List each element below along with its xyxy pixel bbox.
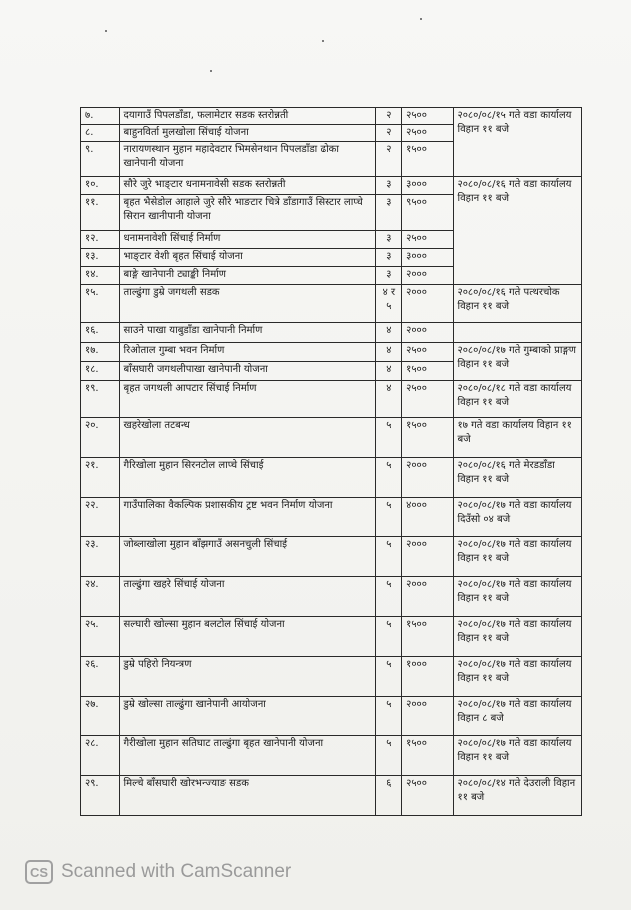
serial-number: १६. [81, 323, 120, 343]
ward-number: ५ [376, 617, 402, 657]
serial-number: २१. [81, 458, 120, 498]
ward-number: ४ [376, 362, 402, 381]
serial-number: ११. [81, 195, 120, 231]
ward-number: ५ [376, 498, 402, 537]
budget-amount: २५०० [402, 343, 453, 362]
table-row [81, 776, 582, 816]
table-row [81, 577, 582, 617]
meeting-schedule: २०८०/०८/१७ गते वडा कार्यालय विहान ८ बजे [453, 697, 581, 736]
project-name: बृहत जगथली आपटार सिंचाई निर्माण [119, 381, 376, 418]
meeting-schedule: २०८०/०८/१७ गते वडा कार्यालय विहान ११ बजे [453, 657, 581, 697]
table-row [81, 617, 582, 657]
project-name: ताल्ढुंगा डुम्रे जगथली सडक [119, 285, 376, 323]
meeting-schedule: २०८०/०८/१६ गते पत्थरचोक विहान ११ बजे [453, 285, 581, 323]
meeting-schedule: २०८०/०८/१७ गते वडा कार्यालय विहान ११ बजे [453, 736, 581, 776]
project-name: धनामनावेशी सिंचाई निर्माण [119, 231, 376, 249]
meeting-schedule: २०८०/०८/१४ गते देउराली विहान ११ बजे [453, 776, 581, 816]
scan-speck [420, 18, 422, 20]
ward-number: ३ [376, 195, 402, 231]
project-name: डुम्रे खोल्सा ताल्ढुंगा खानेपानी आयोजना [119, 697, 376, 736]
serial-number: १८. [81, 362, 120, 381]
budget-amount: २५०० [402, 381, 453, 418]
budget-amount: २००० [402, 537, 453, 577]
ward-number: ३ [376, 177, 402, 195]
budget-amount: ३००० [402, 177, 453, 195]
ward-number: ३ [376, 267, 402, 285]
project-name: खहरेखोला तटबन्ध [119, 418, 376, 458]
serial-number: ७. [81, 108, 120, 125]
ward-number: ५ [376, 537, 402, 577]
ward-number: ५ [376, 736, 402, 776]
serial-number: २४. [81, 577, 120, 617]
serial-number: २०. [81, 418, 120, 458]
serial-number: २२. [81, 498, 120, 537]
camscanner-watermark [25, 860, 291, 884]
project-name: जोब्लाखोला मुहान बाँझगाउँ असनचुली सिंचाई [119, 537, 376, 577]
table-row [81, 657, 582, 697]
scan-speck [322, 40, 324, 42]
serial-number: २७. [81, 697, 120, 736]
budget-amount: २००० [402, 577, 453, 617]
project-name: बाङ्गे खानेपानी ट्याङ्की निर्माण [119, 267, 376, 285]
ward-number: ३ [376, 231, 402, 249]
budget-amount: १५०० [402, 736, 453, 776]
meeting-schedule: २०८०/०८/१६ गते वडा कार्यालय विहान ११ बजे [453, 177, 581, 285]
project-schedule-table [80, 107, 582, 816]
meeting-schedule-empty [453, 323, 581, 343]
budget-amount: ९५०० [402, 195, 453, 231]
project-name: बाँसघारी जगथलीपाखा खानेपानी योजना [119, 362, 376, 381]
serial-number: १७. [81, 343, 120, 362]
project-name: सौरे जुरे भाङ्टार धनामनावेसी सडक स्तरोन्नती [119, 177, 376, 195]
project-name: साउने पाखा याबुडाँडा खानेपानी निर्माण [119, 323, 376, 343]
ward-number: ४ र ५ [376, 285, 402, 323]
serial-number: २५. [81, 617, 120, 657]
meeting-schedule: २०८०/०८/१८ गते वडा कार्यालय विहान ११ बजे [453, 381, 581, 418]
budget-amount: २००० [402, 285, 453, 323]
table-row [81, 697, 582, 736]
meeting-schedule: २०८०/०८/१७ गते वडा कार्यालय दिउँसो ०४ बजे [453, 498, 581, 537]
ward-number: २ [376, 108, 402, 125]
meeting-schedule: २०८०/०८/१५ गते वडा कार्यालय विहान ११ बजे [453, 108, 581, 177]
serial-number: १२. [81, 231, 120, 249]
meeting-schedule: २०८०/०८/१६ गते मेरडडाँडा विहान ११ बजे [453, 458, 581, 498]
table-row [81, 458, 582, 498]
table-row [81, 498, 582, 537]
table-row [81, 343, 582, 362]
meeting-schedule: २०८०/०८/१७ गते गुम्बाको प्राङ्गण विहान ११ बजे [453, 343, 581, 381]
budget-amount: १५०० [402, 362, 453, 381]
project-name: मिल्चे बाँसघारी खोरभन्ज्याङ सडक [119, 776, 376, 816]
table-row [81, 537, 582, 577]
budget-amount: २००० [402, 323, 453, 343]
serial-number: १४. [81, 267, 120, 285]
ward-number: ५ [376, 418, 402, 458]
ward-number: ५ [376, 577, 402, 617]
budget-amount: २५०० [402, 776, 453, 816]
project-name: रिओताल गुम्बा भवन निर्माण [119, 343, 376, 362]
project-name: बाहुनविर्ता मुलखोला सिंचाई योजना [119, 125, 376, 142]
serial-number: २९. [81, 776, 120, 816]
project-name: भाङ्टार वेशी बृहत सिंचाई योजना [119, 249, 376, 267]
ward-number: २ [376, 125, 402, 142]
meeting-schedule: १७ गते वडा कार्यालय विहान ११ बजे [453, 418, 581, 458]
serial-number: १३. [81, 249, 120, 267]
scan-speck [210, 70, 212, 72]
table-row [81, 177, 582, 195]
budget-amount: २००० [402, 267, 453, 285]
budget-amount: ४००० [402, 498, 453, 537]
project-name: डुम्रे पहिरो नियन्त्रण [119, 657, 376, 697]
ward-number: ५ [376, 657, 402, 697]
serial-number: ९. [81, 142, 120, 177]
ward-number: २ [376, 142, 402, 177]
budget-amount: २००० [402, 458, 453, 498]
serial-number: २६. [81, 657, 120, 697]
serial-number: १०. [81, 177, 120, 195]
meeting-schedule: २०८०/०८/१७ गते वडा कार्यालय विहान ११ बजे [453, 577, 581, 617]
ward-number: ४ [376, 323, 402, 343]
meeting-schedule: २०८०/०८/१७ गते वडा कार्यालय विहान ११ बजे [453, 537, 581, 577]
project-name: ताल्ढुंगा खहरे सिंचाई योजना [119, 577, 376, 617]
scan-speck [105, 30, 107, 32]
meeting-schedule: २०८०/०८/१७ गते वडा कार्यालय विहान ११ बजे [453, 617, 581, 657]
project-name: सल्घारी खोल्सा मुहान बलटोल सिंचाई योजना [119, 617, 376, 657]
ward-number: ५ [376, 458, 402, 498]
table-row [81, 323, 582, 343]
budget-amount: १००० [402, 657, 453, 697]
budget-amount: २५०० [402, 231, 453, 249]
serial-number: १५. [81, 285, 120, 323]
serial-number: २३. [81, 537, 120, 577]
project-name: बृहत भैसेडोल आहाले जुरे सौरे भाङटार चित्रे डाँडागाउँ सिस्टार लाप्चे सिरान खानीपानी योजना [119, 195, 376, 231]
budget-amount: २५०० [402, 108, 453, 125]
project-name: नारायणस्थान मुहान महादेवटार भिमसेनथान पिपलडाँडा ढोका खानेपानी योजना [119, 142, 376, 177]
ward-number: ५ [376, 697, 402, 736]
project-name: गैरीखोला मुहान सतिघाट ताल्ढुंगा बृहत खानेपानी योजना [119, 736, 376, 776]
camscanner-logo-icon: CS [25, 860, 53, 884]
budget-amount: ३००० [402, 249, 453, 267]
table-row [81, 285, 582, 323]
table-row [81, 381, 582, 418]
table-row [81, 736, 582, 776]
table-row [81, 108, 582, 125]
table-row [81, 418, 582, 458]
camscanner-text: Scanned with CamScanner [61, 861, 292, 882]
budget-amount: २००० [402, 697, 453, 736]
project-name: गैरिखोला मुहान सिरनटोल लाप्चे सिंचाई [119, 458, 376, 498]
budget-amount: २५०० [402, 125, 453, 142]
ward-number: ६ [376, 776, 402, 816]
ward-number: ४ [376, 381, 402, 418]
budget-amount: १५०० [402, 418, 453, 458]
serial-number: १९. [81, 381, 120, 418]
budget-amount: १५०० [402, 142, 453, 177]
project-name: दयागाउँ पिपलडाँडा, फलामेटार सडक स्तरोन्नती [119, 108, 376, 125]
project-name: गाउँपालिका वैकल्पिक प्रशासकीय ट्रष्ट भवन निर्माण योजना [119, 498, 376, 537]
budget-amount: १५०० [402, 617, 453, 657]
ward-number: ३ [376, 249, 402, 267]
serial-number: ८. [81, 125, 120, 142]
serial-number: २८. [81, 736, 120, 776]
ward-number: ४ [376, 343, 402, 362]
